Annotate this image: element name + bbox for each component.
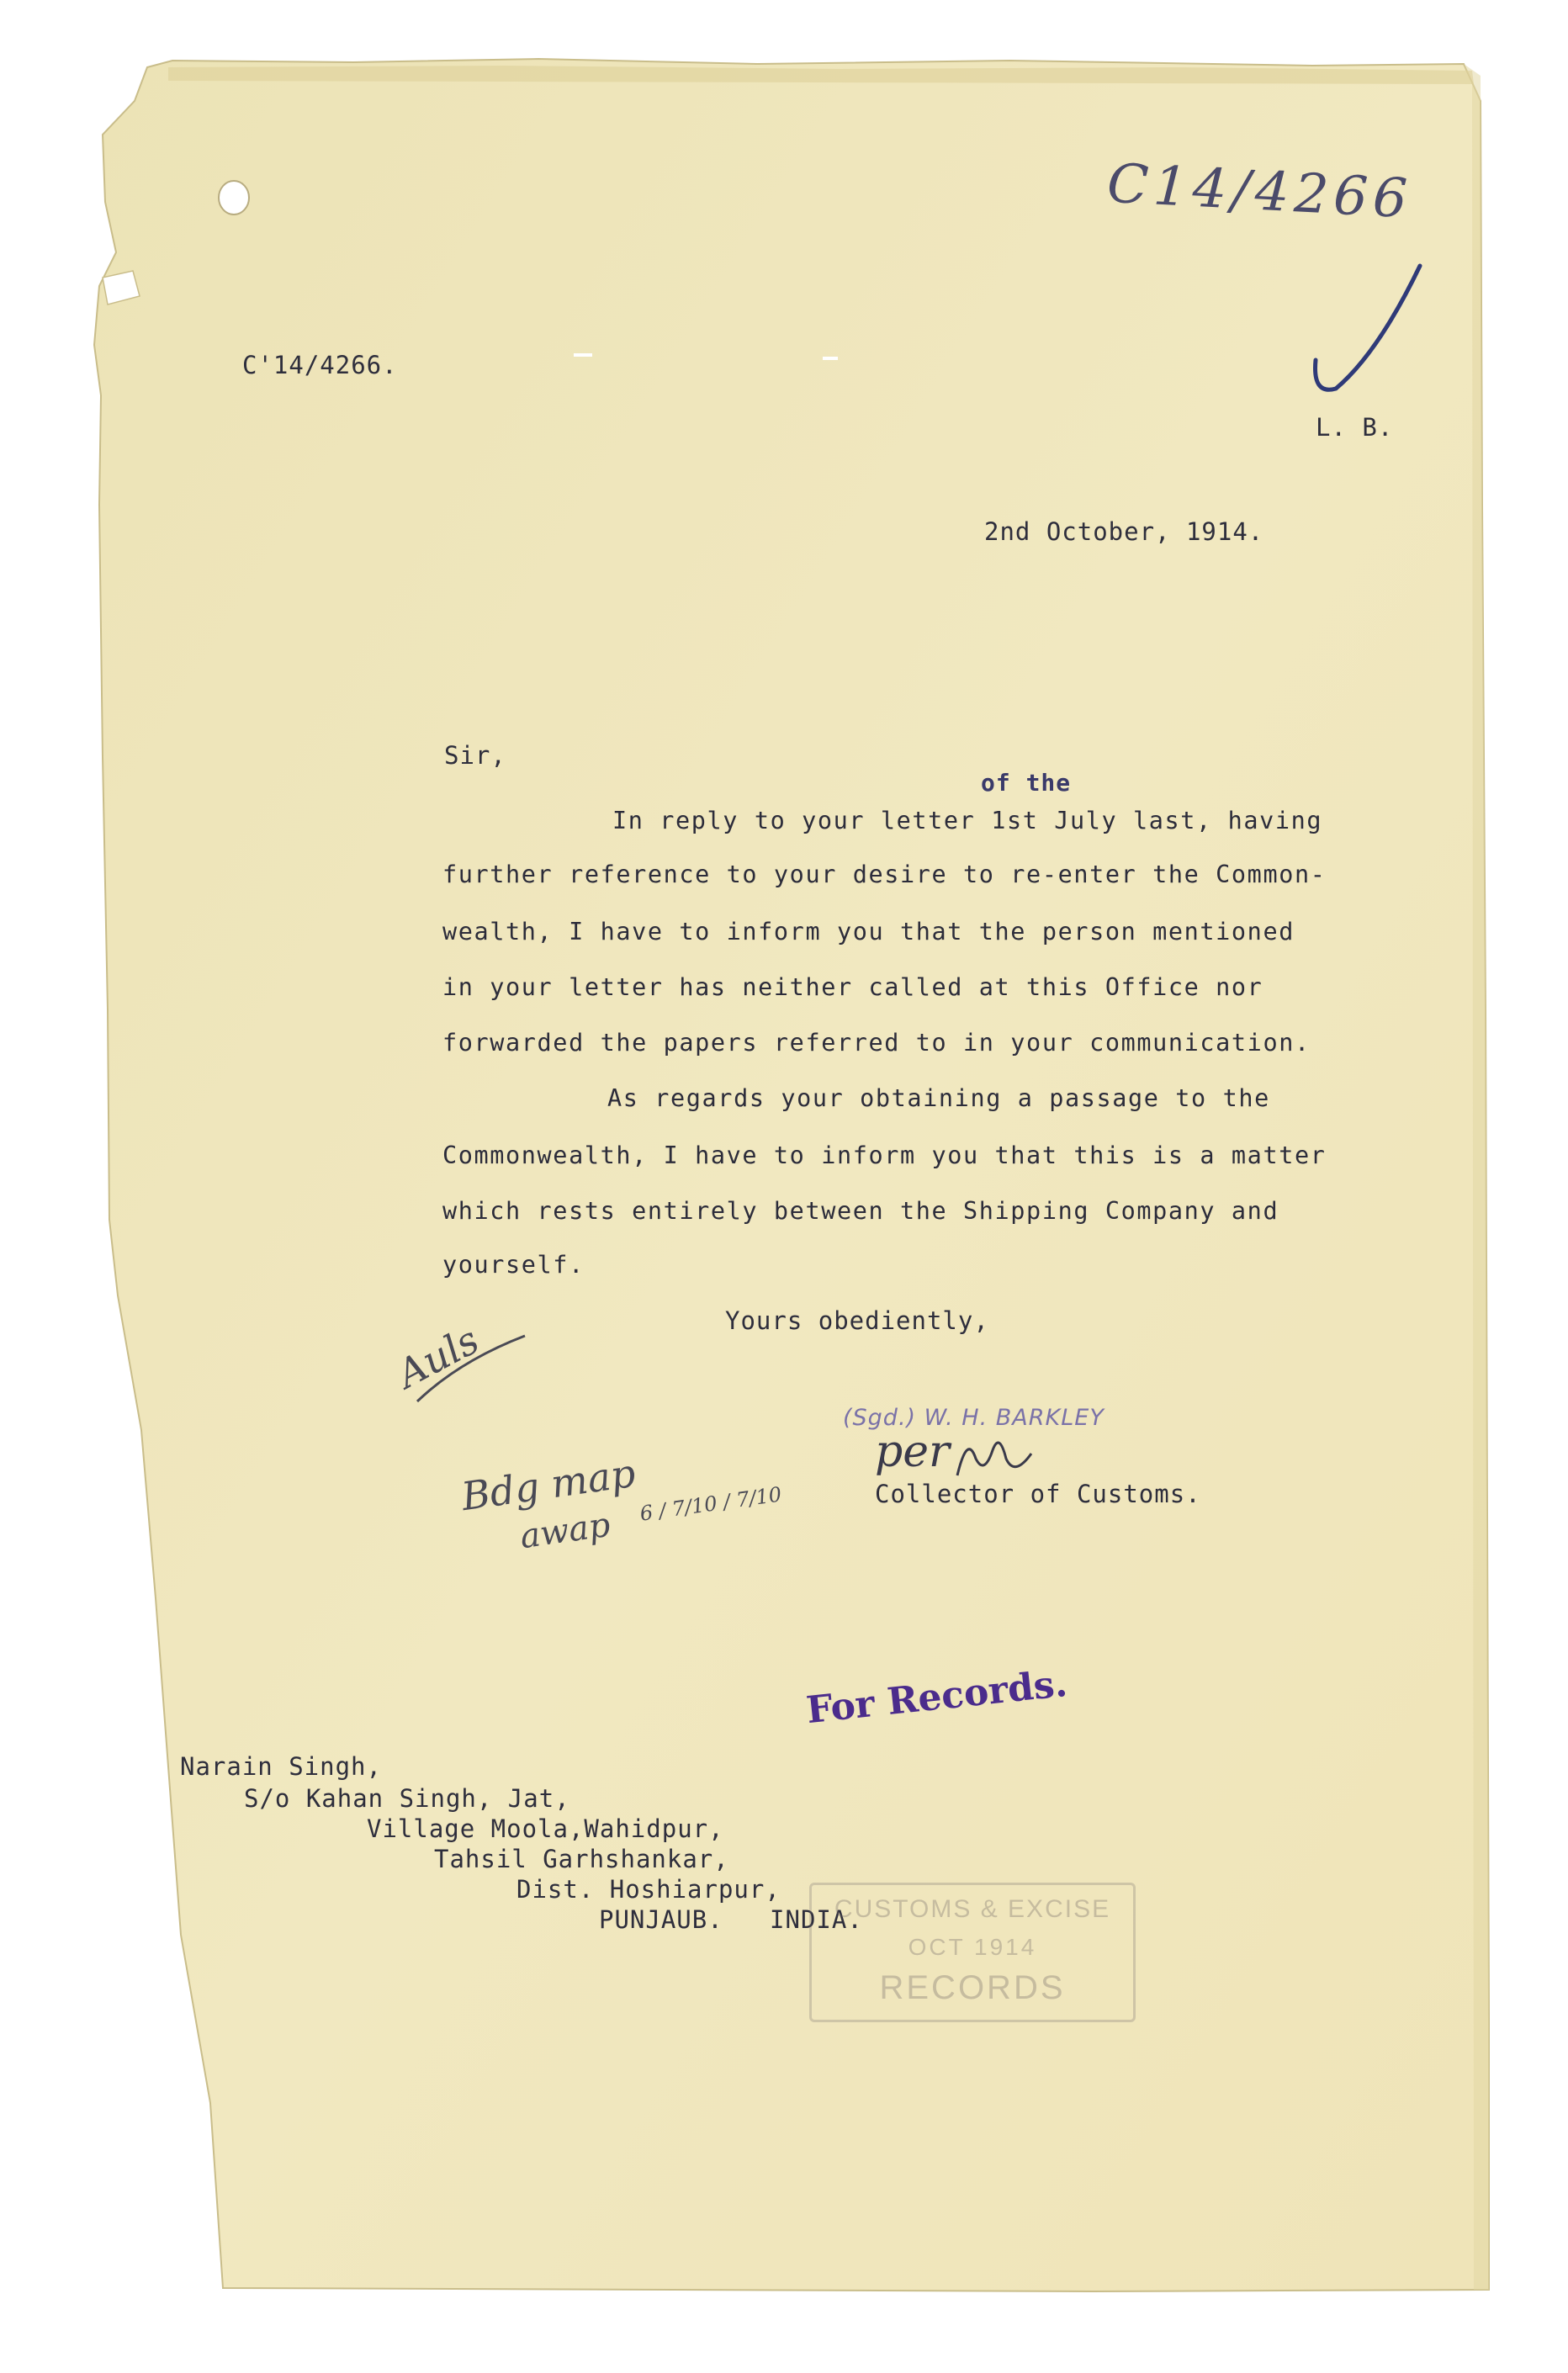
body-line: As regards your obtaining a passage to the (607, 1084, 1270, 1112)
handwritten-note-line-2: awap (517, 1505, 613, 1557)
handwritten-note-line-1: Bdg map (458, 1449, 638, 1520)
check-mark-icon (1302, 261, 1428, 404)
handwritten-note-fraction: 6 / 7/10 / 7/10 (638, 1482, 783, 1526)
address-line: PUNJAUB. INDIA. (599, 1905, 863, 1934)
handwritten-insertion: of the (981, 769, 1072, 797)
body-line: further reference to your desire to re-enter the Common- (442, 861, 1327, 888)
letter-date: 2nd October, 1914. (984, 517, 1264, 546)
signature-scribble (951, 1425, 1043, 1484)
closing: Yours obediently, (725, 1306, 989, 1335)
margin-initials: Auls (389, 1316, 486, 1397)
signatory-title: Collector of Customs. (875, 1480, 1201, 1508)
address-line: Dist. Hoshiarpur, (516, 1875, 781, 1904)
address-line: Narain Singh, (180, 1752, 382, 1781)
customs-records-stamp (809, 1883, 1136, 2022)
body-line: forwarded the papers referred to in your communication. (442, 1029, 1311, 1057)
records-stamp-line-2: OCT 1914 (908, 1934, 1037, 1960)
for-records-stamp: For Records. (804, 1661, 1070, 1733)
address-line: Village Moola,Wahidpur, (367, 1814, 724, 1843)
per-signature: per (875, 1427, 950, 1477)
body-line: in your letter has neither called at this Office nor (442, 973, 1263, 1001)
records-stamp-line-3: RECORDS (879, 1969, 1066, 2006)
address-line: Tahsil Garhshankar, (434, 1845, 729, 1873)
typed-initials: L. B. (1316, 413, 1394, 442)
body-line: In reply to your letter 1st July last, having (612, 807, 1323, 834)
records-stamp-line-1: CUSTOMS & EXCISE (834, 1895, 1111, 1923)
address-line: S/o Kahan Singh, Jat, (244, 1784, 570, 1813)
body-line: Commonwealth, I have to inform you that this is a matter (442, 1141, 1327, 1169)
salutation: Sir, (444, 741, 506, 770)
signed-name-stamp: (Sgd.) W. H. BARKLEY (843, 1405, 1104, 1431)
handwritten-file-reference: C14/4266 (1105, 152, 1414, 231)
body-line: wealth, I have to inform you that the person mentioned (442, 918, 1295, 945)
typed-file-reference: C'14/4266. (242, 351, 398, 379)
body-line: which rests entirely between the Shipping Company and (442, 1197, 1279, 1225)
initials-flourish (409, 1327, 535, 1412)
body-line: yourself. (442, 1251, 585, 1279)
